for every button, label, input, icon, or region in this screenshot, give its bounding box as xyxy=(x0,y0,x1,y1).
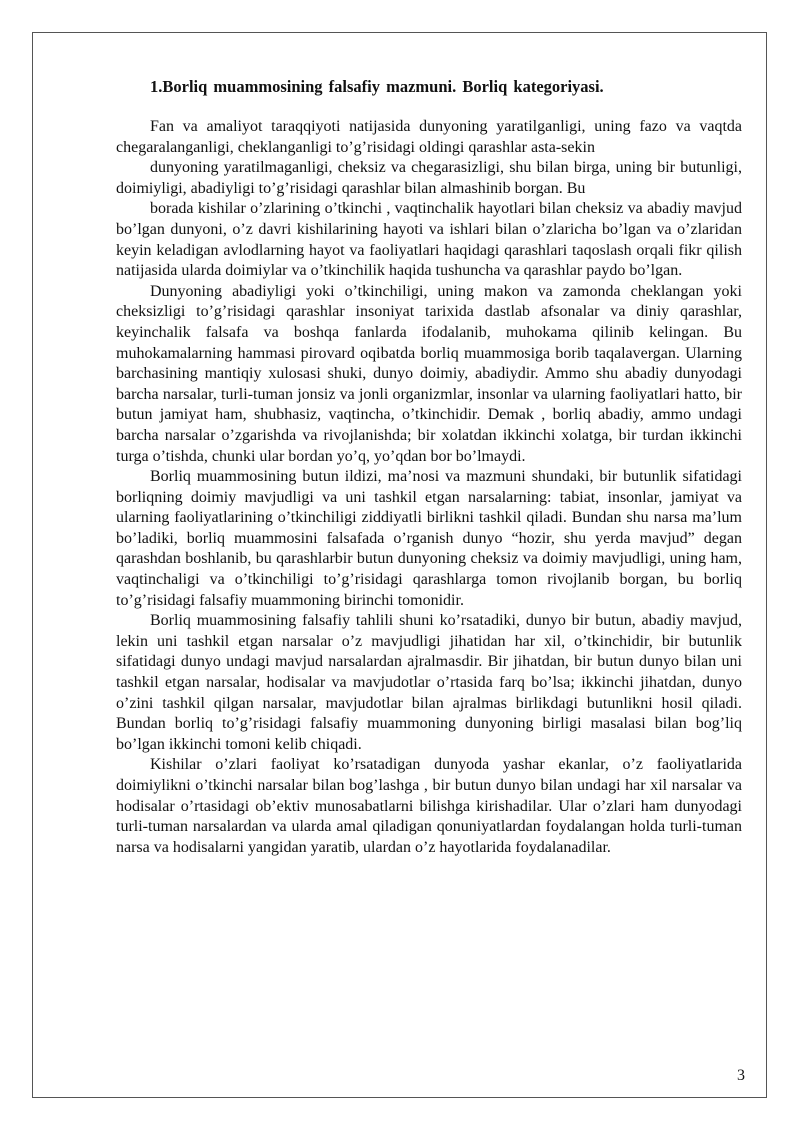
page-number: 3 xyxy=(737,1067,745,1084)
paragraph-4: Dunyoning abadiyligi yoki o’tkinchiligi, uning makon va zamonda cheklangan yoki cheksizligi to’g’risidagi qarashlar insoniyat tarixida dastlab afsonalar va diniy qarashlar, keyinchalik falsafa va boshqa fanlarda ifodalanib, muhokama qilinib kelingan. Bu muhokamalarning hammasi pirovard oqibatda borliq muammosiga borib taqalavergan. Ularning barchasining mantiqiy xulosasi shuki, dunyo doimiy, abadiydir. Ammo shu abadiy dunyodagi barcha narsalar, turli-tuman jonsiz va jonli organizmlar, insonlar va ularning faoliyatlari hatto, bir butun jamiyat ham, shubhasiz, vaqtincha, o’tkinchidir. Demak , borliq abadiy, ammo undagi barcha narsalar o’zgarishda va rivojlanishda; bir xolatdan ikkinchi xolatga, bir turdan ikkinchi turga o’tishda, chunki ular bordan yo’q, yo’qdan bor bo’lmaydi. xyxy=(116,282,742,465)
paragraph-6: Borliq muammosining falsafiy tahlili shuni ko’rsatadiki, dunyo bir butun, abadiy mavjud, lekin uni tashkil etgan narsalar o’z mavjudligi jihatidan har xil, o’tkinchidir, bir butunlik sifatidagi dunyo undagi mavjud narsalardan ajralmasdir. Bir jihatdan, bir butun dunyo bilan uni tashkil etgan narsalar, hodisalar va mavjudotlar o’rtasida farq bo’lsa; ikkinchi jihatdan, dunyo o’zini tashkil qilgan narsalar, mavjudotlar bilan ajralmas birlikdagi butunlikni hosil qiladi. Bundan borliq to’g’risidagi falsafiy muammoning dunyoning birligi masalasi bilan bog’liq bo’lgan ikkinchi tomoni kelib chiqadi. xyxy=(116,612,742,753)
paragraph-7: Kishilar o’zlari faoliyat ko’rsatadigan dunyoda yashar ekanlar, o’z faoliyatlarida doimiylikni o’tkinchi narsalar bilan bog’lashga , bir butun dunyo bilan undagi har xil narsalar va hodisalar o’rtasidagi ob’ektiv munosabatlarni bilishga kirishadilar. Ular o’zlari ham dunyodagi turli-tuman narsalardan va ularda amal qiladigan qonuniyatlardan foydalangan holda turli-tuman narsa va hodisalarni yangidan yaratib, ulardan o’z hayotlarida foydalanadilar. xyxy=(116,756,742,856)
paragraph-2: dunyoning yaratilmaganligi, cheksiz va chegarasizligi, shu bilan birga, uning bir butunligi, doimiyligi, abadiyligi to’g’risidagi qarashlar bilan almashinib borgan. Bu xyxy=(116,159,742,197)
document-body xyxy=(116,75,742,858)
document-heading: 1.Borliq muammosining falsafiy mazmuni. Borliq kategoriyasi. xyxy=(150,77,604,96)
paragraph-1: Fan va amaliyot taraqqiyoti natijasida dunyoning yaratilganligi, uning fazo va vaqtda chegaralanganligi, cheklanganligi to’g’risidagi oldingi qarashlar asta-sekin xyxy=(116,118,742,156)
paragraph-5: Borliq muammosining butun ildizi, ma’nosi va mazmuni shundaki, bir butunlik sifatidagi borliqning doimiy mavjudligi va uni tashkil etgan narsalarning: tabiat, insonlar, jamiyat va ularning faoliyatlarining o’tkinchiligi ziddiyatli birlikni tashkil qiladi. Bundan shu narsa ma’lum bo’ladiki, borliq muammosini falsafada o’rganish dunyo “hozir, shu yerda mavjud” degan qarashdan boshlanib, bu qarashlarbir butun dunyoning cheksiz va doimiy mavjudligi, uning ham, vaqtinchaligi va o’tkinchiligi to’g’risidagi qarashlarga tomon rivojlanib borgan, bu borliq to’g’risidagi falsafiy muammoning birinchi tomonidir. xyxy=(116,468,742,609)
paragraph-3: borada kishilar o’zlarining o’tkinchi , vaqtinchalik hayotlari bilan cheksiz va abadiy mavjud bo’lgan dunyoni, o’z davri kishilarining hayoti va ishlari bilan o’zlaricha bo’lgan va o’zlaridan keyin keladigan avlodlarning hayot va faoliyatlari haqidagi qarashlari taqoslash orqali fikr qilish natijasida ularda doimiylar va o’tkinchilik haqida tushuncha va qarashlar paydo bo’lgan. xyxy=(116,200,742,280)
